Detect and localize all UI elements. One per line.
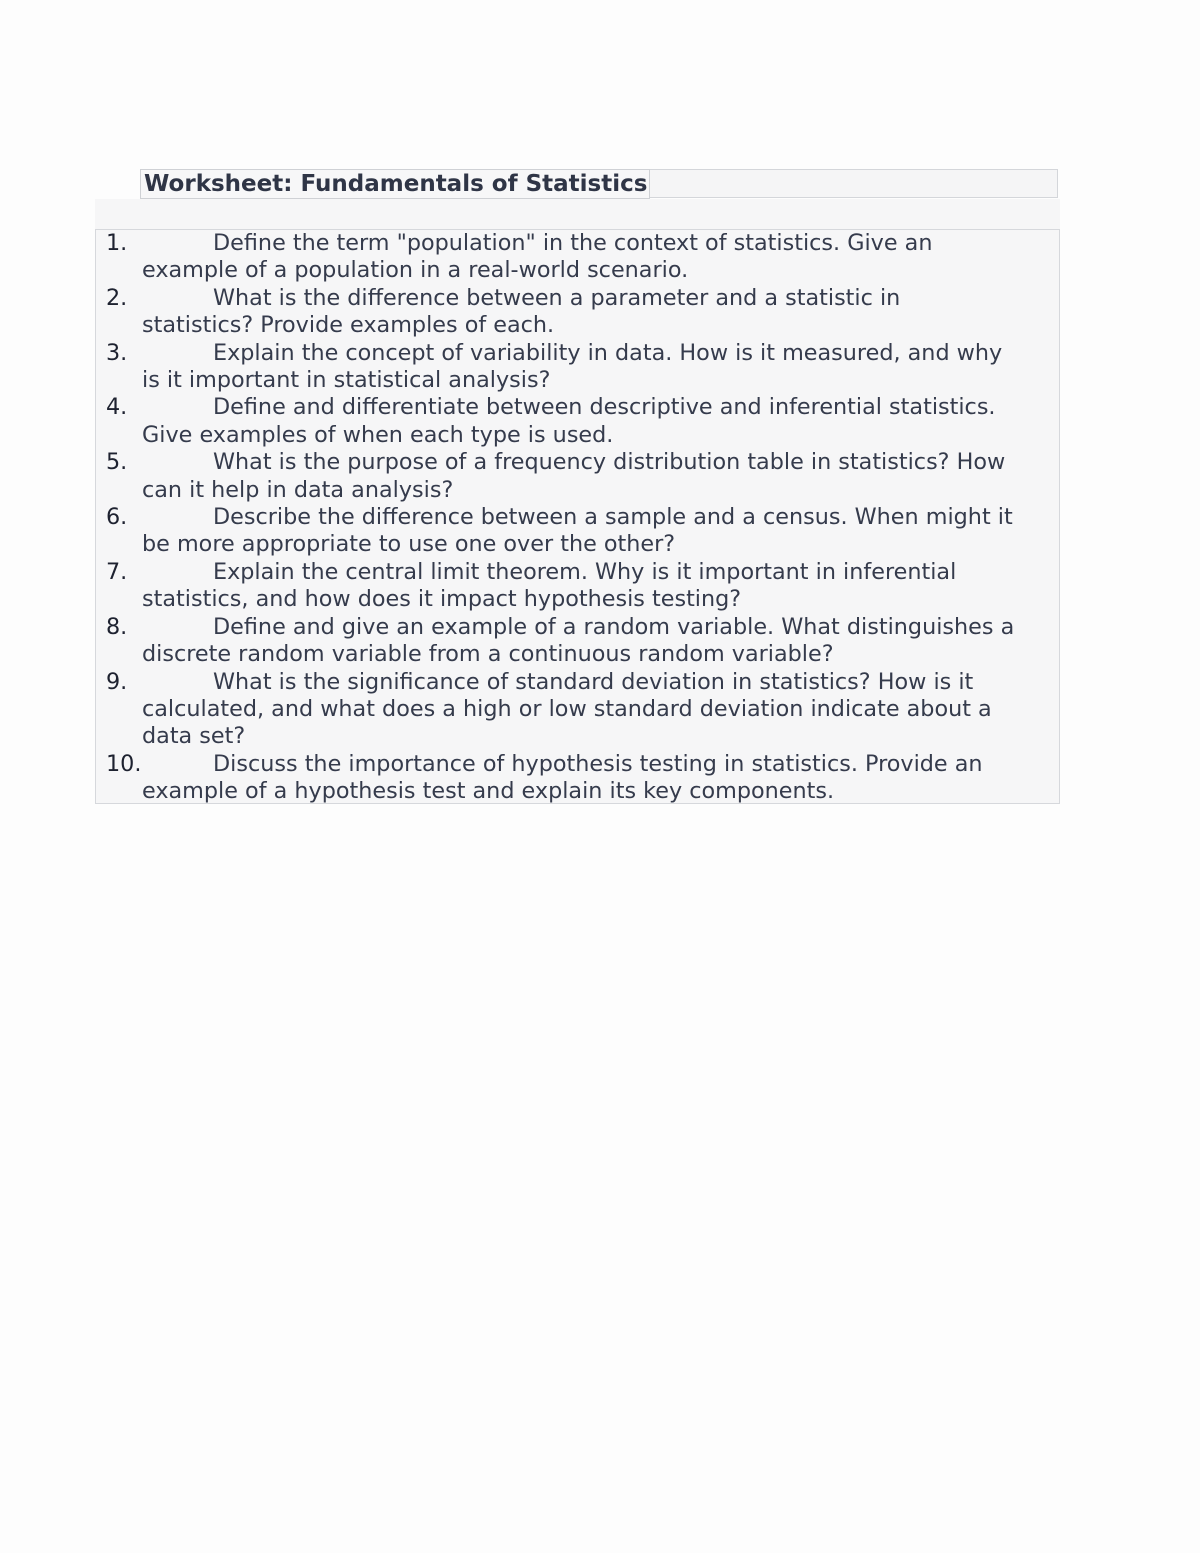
question-text: Define and differentiate between descriptive and inferential statistics. Give examples of when each type is used. [142,394,996,448]
question-item [96,504,1059,559]
question-item [96,614,1059,669]
question-text: Explain the central limit theorem. Why is it important in inferential statistics, and how does it impact hypothesis testing? [142,558,957,613]
question-number: 3. [106,339,128,366]
question-item [96,340,1059,395]
question-item [96,230,1059,285]
worksheet-title: Worksheet: Fundamentals of Statistics [140,169,650,199]
questions-panel [95,229,1060,804]
question-text: Discuss the importance of hypothesis testing in statistics. Provide an example of a hypothesis test and explain its key components. [142,750,983,805]
question-number: 9. [106,668,128,695]
question-text: Define the term "population" in the context of statistics. Give an example of a population in a real-world scenario. [142,230,933,284]
question-item [96,669,1059,751]
question-number: 8. [106,613,128,640]
question-text: Define and give an example of a random variable. What distinguishes a discrete random variable from a continuous random variable? [142,613,1015,668]
question-number: 7. [106,558,128,585]
question-item [96,285,1059,340]
question-list [96,230,1059,806]
spacer-row [95,199,1060,229]
question-item [96,394,1059,449]
question-item [96,559,1059,614]
question-number: 4. [106,394,128,421]
question-number: 5. [106,449,128,476]
question-item [96,751,1059,806]
question-text: What is the significance of standard deviation in statistics? How is it calculated, and what does a high or low standard deviation indicate about a data set? [142,668,992,750]
question-text: Describe the difference between a sample and a census. When might it be more appropriate to use one over the other? [142,504,1013,558]
question-text: Explain the concept of variability in data. How is it measured, and why is it important in statistical analysis? [142,339,1003,394]
question-text: What is the purpose of a frequency distribution table in statistics? How can it help in data analysis? [142,449,1006,503]
question-number: 2. [106,284,128,311]
question-item [96,449,1059,504]
question-number: 10. [106,750,142,777]
question-number: 1. [106,230,128,256]
question-number: 6. [106,504,128,531]
question-text: What is the difference between a parameter and a statistic in statistics? Provide examples of each. [142,284,901,339]
